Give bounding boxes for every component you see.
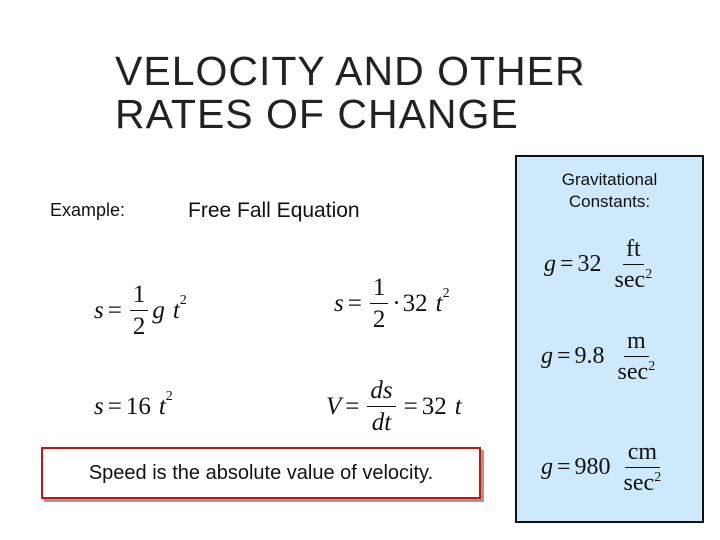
example-label: Example: bbox=[50, 200, 126, 220]
eq4-numerator: ds bbox=[367, 378, 395, 407]
eq4-coefficient: 32 bbox=[421, 392, 447, 420]
g1-unit-numerator: ft bbox=[623, 237, 644, 265]
eq1-numerator: 1 bbox=[130, 282, 149, 311]
eq3-coefficient: 16 bbox=[125, 393, 151, 420]
eq2-lhs: s bbox=[334, 289, 344, 317]
g3-unit-fraction bbox=[621, 440, 665, 495]
eq2-dot: · bbox=[392, 289, 401, 317]
eq1-t: t bbox=[172, 296, 180, 324]
g2-unit-exponent: 2 bbox=[648, 359, 656, 374]
gravity-constant-m bbox=[541, 329, 662, 384]
g2-value: 9.8 bbox=[574, 343, 605, 369]
equation-2 bbox=[334, 275, 450, 332]
g3-unit-numerator: cm bbox=[625, 440, 660, 468]
g1-equals: = bbox=[560, 251, 574, 277]
eq4-denominator: dt bbox=[371, 409, 392, 436]
g3-unit-exponent: 2 bbox=[654, 470, 662, 485]
g2-unit-fraction bbox=[615, 329, 659, 384]
g2-symbol: g bbox=[541, 343, 553, 369]
slide-title bbox=[115, 50, 586, 136]
g2-unit-numerator: m bbox=[624, 329, 649, 357]
eq1-exponent: 2 bbox=[179, 292, 187, 308]
gravity-constant-cm bbox=[541, 440, 668, 495]
eq1-denominator: 2 bbox=[132, 313, 146, 340]
eq4-lhs: V bbox=[326, 392, 342, 420]
title-line-1: VELOCITY AND OTHER bbox=[115, 48, 586, 94]
speed-note-text: Speed is the absolute value of velocity. bbox=[88, 461, 434, 484]
g2-equals: = bbox=[557, 343, 571, 369]
eq4-t: t bbox=[454, 392, 462, 420]
title-line-2: RATES OF CHANGE bbox=[115, 91, 519, 137]
eq3-lhs: s bbox=[94, 393, 104, 420]
g1-unit-den-text: sec bbox=[614, 267, 646, 293]
grav-title-line-1: Gravitational bbox=[561, 170, 658, 189]
g1-unit-exponent: 2 bbox=[645, 267, 653, 282]
eq1-fraction bbox=[130, 282, 149, 339]
g3-unit-denominator bbox=[621, 468, 665, 495]
eq2-coefficient: 32 bbox=[402, 289, 428, 317]
g1-value: 32 bbox=[577, 251, 602, 277]
eq2-equals: = bbox=[347, 289, 362, 317]
eq4-fraction bbox=[367, 378, 395, 435]
g2-unit-den-text: sec bbox=[617, 359, 649, 385]
grav-title-line-2: Constants: bbox=[568, 192, 651, 211]
eq3-t: t bbox=[158, 393, 166, 420]
equation-4 bbox=[326, 378, 462, 435]
eq1-g: g bbox=[152, 296, 165, 324]
gravity-constant-ft bbox=[544, 237, 659, 292]
eq2-exponent: 2 bbox=[442, 285, 450, 301]
eq1-equals: = bbox=[107, 296, 122, 324]
speed-note-box bbox=[41, 447, 481, 499]
free-fall-equation-label: Free Fall Equation bbox=[188, 199, 360, 222]
eq2-denominator: 2 bbox=[372, 306, 386, 333]
eq2-numerator: 1 bbox=[370, 275, 389, 304]
g3-unit-den-text: sec bbox=[623, 470, 655, 496]
eq2-t: t bbox=[435, 289, 443, 317]
eq2-fraction bbox=[370, 275, 389, 332]
equation-1 bbox=[94, 282, 187, 339]
g3-symbol: g bbox=[541, 454, 553, 480]
gravitational-constants-panel bbox=[515, 155, 704, 523]
g3-equals: = bbox=[557, 454, 571, 480]
eq4-equals: = bbox=[345, 392, 360, 420]
g1-symbol: g bbox=[544, 251, 556, 277]
g2-unit-denominator bbox=[615, 357, 659, 384]
g1-unit-fraction bbox=[612, 237, 656, 292]
g1-unit-denominator bbox=[612, 265, 656, 292]
eq1-lhs: s bbox=[94, 296, 104, 324]
g3-value: 980 bbox=[574, 454, 611, 480]
equation-3 bbox=[94, 389, 173, 421]
gravitational-constants-title bbox=[517, 169, 702, 213]
eq3-exponent: 2 bbox=[165, 389, 173, 404]
eq3-equals: = bbox=[107, 393, 122, 420]
eq4-equals-2: = bbox=[403, 392, 418, 420]
